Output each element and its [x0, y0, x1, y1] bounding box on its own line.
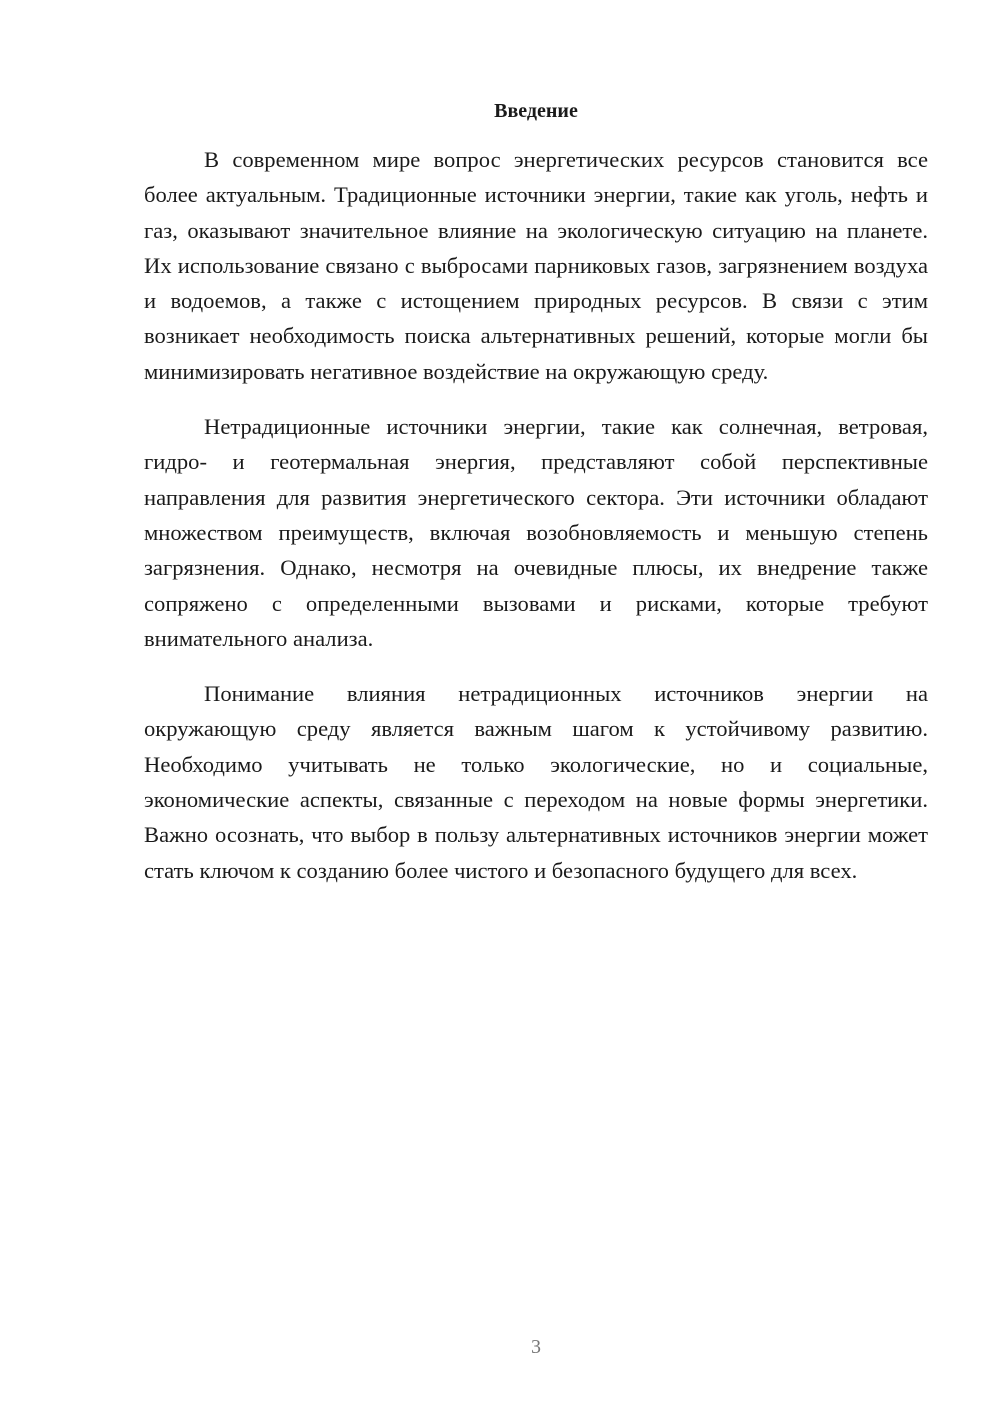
paragraph-2: Нетрадиционные источники энергии, такие как солнечная, ветровая, гидро- и геотермальная энергия, представляют собой перспективные направления для развития энергетического сектора. Эти источники обладают множеством преимуществ, включая возобновляемость и меньшую степень загрязнения. Однако, несмотря на очевидные плюсы, их внедрение также сопряжено с определенными вызовами и рисками, которые требуют внимательного анализа. [144, 414, 928, 651]
page-number: 3 [531, 1336, 541, 1358]
body-text [144, 142, 928, 908]
paragraph-1: В современном мире вопрос энергетических ресурсов становится все более актуальным. Традиционные источники энергии, такие как уголь, нефть и газ, оказывают значительное влияние на экологическую ситуацию на планете. Их использование связано с выбросами парниковых газов, загрязнением воздуха и водоемов, а также с истощением природных ресурсов. В связи с этим возникает необходимость поиска альтернативных решений, которые могли бы минимизировать негативное воздействие на окружающую среду. [144, 147, 928, 384]
paragraph-3: Понимание влияния нетрадиционных источников энергии на окружающую среду является важным шагом к устойчивому развитию. Необходимо учитывать не только экологические, но и социальные, экономические аспекты, связанные с переходом на новые формы энергетики. Важно осознать, что выбор в пользу альтернативных источников энергии может стать ключом к созданию более чистого и безопасного будущего для всех. [144, 681, 928, 883]
section-title: Введение [494, 100, 578, 122]
